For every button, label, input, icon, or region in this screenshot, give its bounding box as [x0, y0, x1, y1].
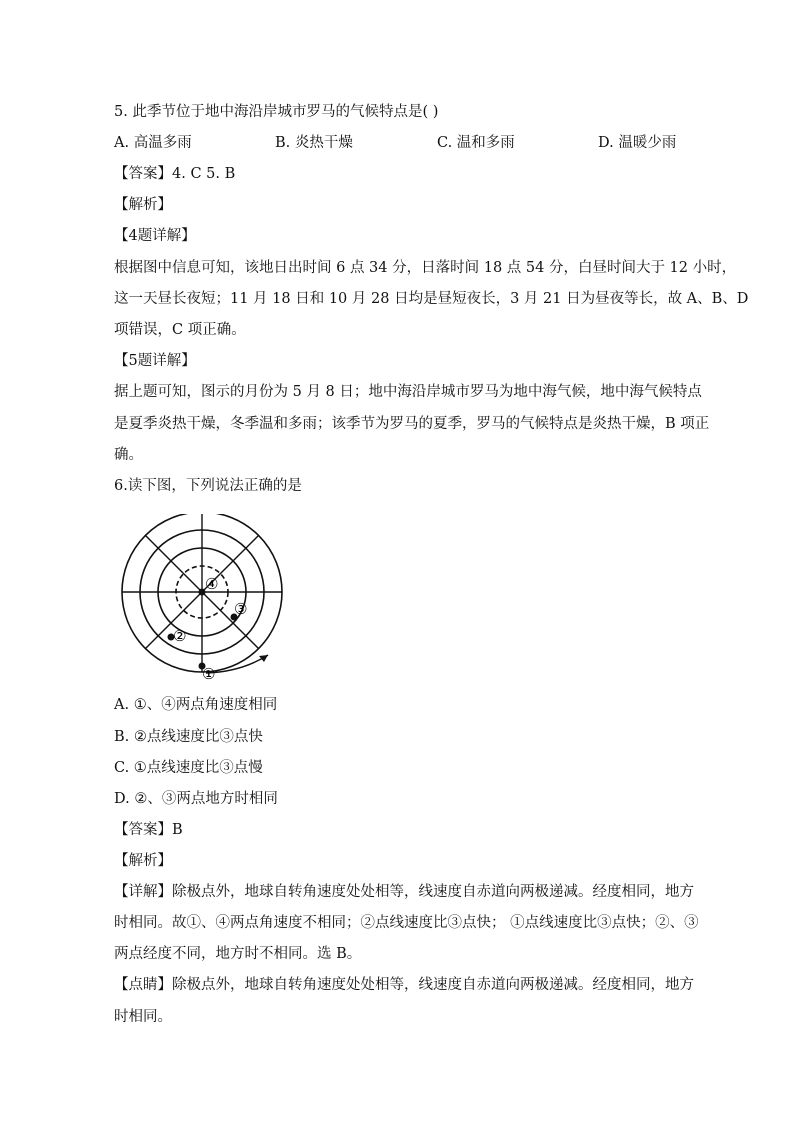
detail-6-line: 【详解】除极点外，地球自转角速度处处相等，线速度自赤道向两极递减。经度相同，地方	[114, 884, 694, 900]
q5-option-d: D. 温暖少雨	[598, 135, 677, 151]
detail-6-line: 时相同。故①、④两点角速度不相同；②点线速度比③点快； ①点线速度比③点快；②、③	[114, 915, 699, 931]
arrow-head-icon	[259, 655, 268, 662]
q4-detail-line: 这一天昼长夜短；11 月 18 日和 10 月 28 日均是昼短夜长，3 月 21 日为昼夜等长，故 A、B、D	[114, 291, 749, 307]
q4-detail-label: 【4题详解】	[114, 228, 196, 244]
detail-6-line: 两点经度不同，地方时不相同。选 B。	[114, 946, 362, 962]
q5-stem: 5. 此季节位于地中海沿岸城市罗马的气候特点是( )	[114, 104, 439, 120]
q5-detail-label: 【5题详解】	[114, 353, 196, 369]
q6-option-a: A. ①、④两点角速度相同	[114, 697, 278, 713]
q6-option-d: D. ②、③两点地方时相同	[114, 791, 278, 807]
polar-view-diagram	[116, 514, 286, 682]
q5-option-c: C. 温和多雨	[437, 135, 515, 151]
q5-option-b: B. 炎热干燥	[275, 135, 353, 151]
q4-detail-line: 根据图中信息可知，该地日出时间 6 点 34 分，日落时间 18 点 54 分，白昼时间大于 12 小时，	[114, 260, 737, 276]
answer-45: 【答案】4. C 5. B	[114, 166, 236, 182]
earth-polar-diagram-svg	[116, 514, 286, 682]
q5-detail-line: 据上题可知，图示的月份为 5 月 8 日；地中海沿岸城市罗马为地中海气候，地中海气候特点	[114, 384, 702, 400]
q6-stem: 6.读下图，下列说法正确的是	[114, 478, 302, 494]
analysis-label: 【解析】	[114, 197, 172, 213]
note-6-line: 时相同。	[114, 1009, 172, 1025]
point-3-label: ③	[234, 600, 248, 618]
analysis-label-6: 【解析】	[114, 853, 172, 869]
q6-option-c: C. ①点线速度比③点慢	[114, 760, 263, 776]
q5-detail-line: 确。	[114, 447, 143, 463]
q6-option-b: B. ②点线速度比③点快	[114, 729, 263, 745]
point-2-label: ②	[173, 627, 187, 645]
point-4-label: ④	[205, 575, 219, 593]
q5-option-a: A. 高温多雨	[114, 135, 192, 151]
point-1-label: ①	[202, 665, 216, 682]
note-6-line: 【点睛】除极点外，地球自转角速度处处相等，线速度自赤道向两极递减。经度相同，地方	[114, 977, 694, 993]
q5-detail-line: 是夏季炎热干燥，冬季温和多雨；该季节为罗马的夏季，罗马的气候特点是炎热干燥，B 项正	[114, 416, 710, 432]
q4-detail-line: 项错误，C 项正确。	[114, 322, 246, 338]
answer-6: 【答案】B	[114, 822, 183, 838]
